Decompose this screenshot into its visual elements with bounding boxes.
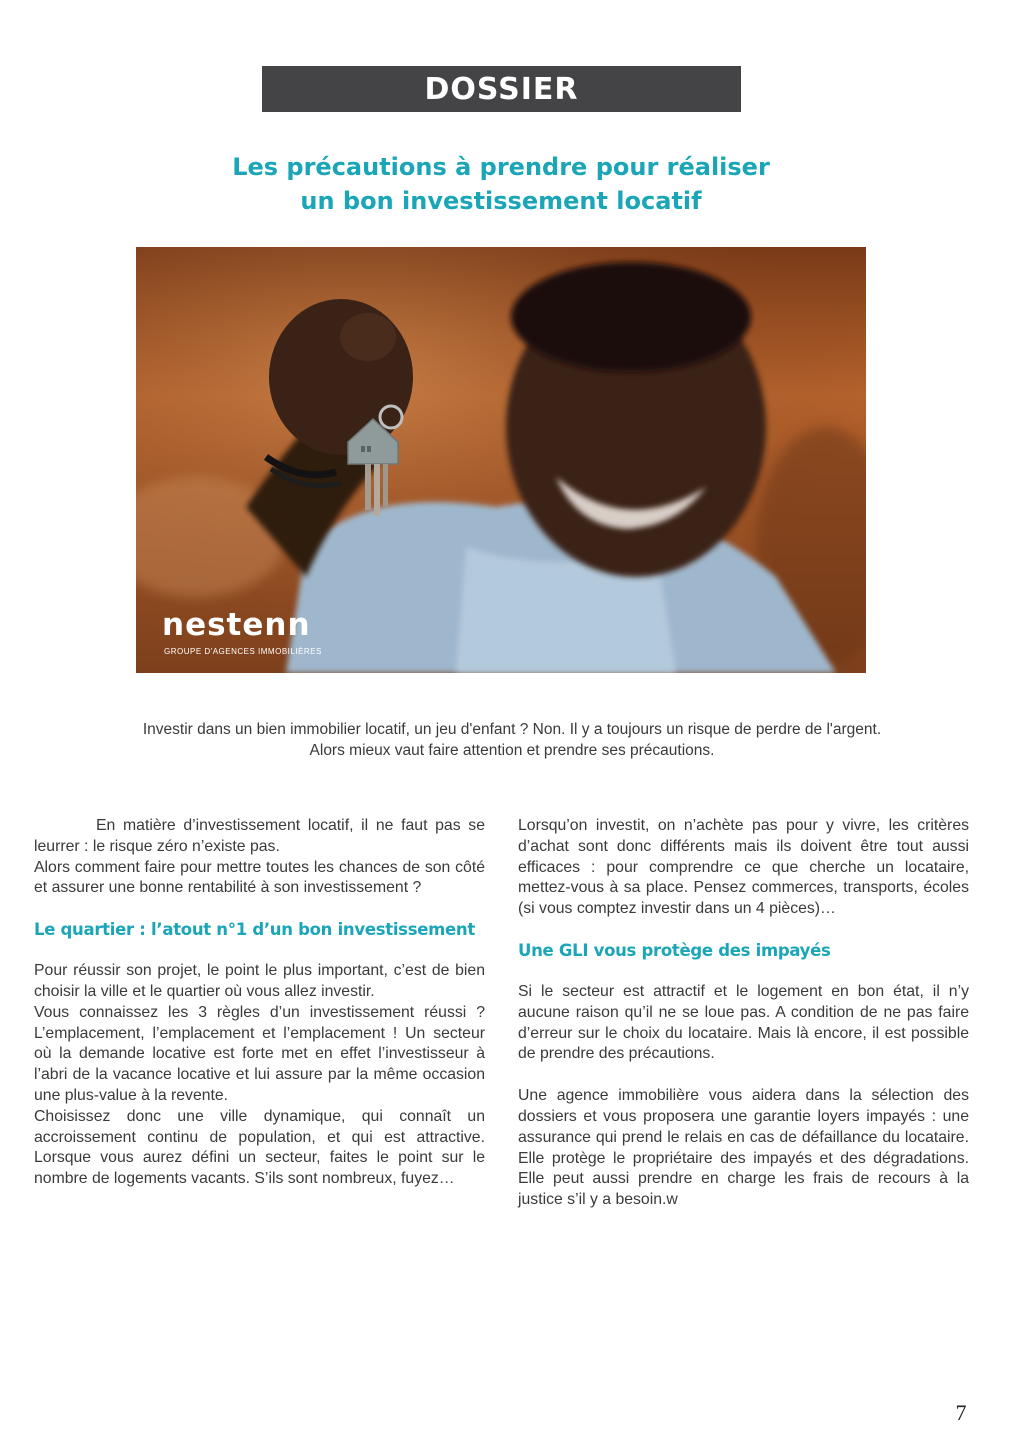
- article-intro: [40, 719, 984, 761]
- intro-line-1: Investir dans un bien immobilier locatif, un jeu d'enfant ? Non. Il y a toujours un risque de perdre de l'argent.: [142, 721, 882, 738]
- right-paragraph-2: Si le secteur est attractif et le logement en bon état, il n’y aucune raison qu’il ne se loue pas. A condition de ne pas faire d’erreur sur le choix du locataire. Mais là encore, il est possible de prendre des précautions.: [518, 982, 969, 1063]
- left-paragraph-2: Alors comment faire pour mettre toutes les chances de son côté et assurer une bonne rentabilité à son investissement ?: [34, 858, 485, 897]
- nestenn-logo: nestenn: [162, 607, 311, 643]
- right-column: [518, 816, 969, 1211]
- article-photo: [136, 247, 866, 673]
- section-banner: [262, 66, 741, 112]
- left-paragraph-5: Choisissez donc une ville dynamique, qui connaît un accroissement continu de population, et qui est attractive. Lorsque vous aurez défini un secteur, faites le point sur le nombre de logements vacants. S’ils sont nombreux, fuyez…: [34, 1107, 485, 1188]
- right-paragraph-3: Une agence immobilière vous aidera dans la sélection des dossiers et vous proposera une garantie loyers impayés : une assurance qui prend le relais en cas de défaillance du locataire. Elle protège le propriétaire des impayés et des dégradations. Elle peut aussi prendre en charge les frais de recours à la justice s’il y a besoin.w: [518, 1087, 969, 1209]
- left-paragraph-1: En matière d’investissement locatif, il ne faut pas se leurrer : le risque zéro n’existe pas.: [34, 817, 485, 855]
- right-section-heading: Une GLI vous protège des impayés: [518, 940, 831, 960]
- left-column: [34, 816, 485, 1190]
- nestenn-logo-tagline: GROUPE D'AGENCES IMMOBILIÈRES: [164, 647, 322, 656]
- left-paragraph-4: Vous connaissez les 3 règles d’un investissement réussi ? L’emplacement, l’emplacement et l’emplacement ! Un secteur où la demande locative est forte met en effet l’investisseur à l’abri de la vacance locative et lui assure par la même occasion une plus-value à la revente.: [34, 1003, 485, 1104]
- article-title: [100, 150, 902, 218]
- intro-line-2: Alors mieux vaut faire attention et prendre ses précautions.: [309, 742, 715, 759]
- left-paragraph-3: Pour réussir son projet, le point le plus important, c’est de bien choisir la ville et le quartier où vous allez investir.: [34, 962, 485, 1000]
- title-line-1: Les précautions à prendre pour réaliser: [232, 153, 770, 181]
- right-paragraph-1: Lorsqu’on investit, on n’achète pas pour y vivre, les critères d’achat sont donc différents mais ils doivent être tout aussi efficaces : pour comprendre ce que cherche un locataire, mettez-vous à sa place. Pensez commerces, transports, écoles (si vous comptez investir dans un 4 pièces)…: [518, 817, 969, 918]
- left-section-heading: Le quartier : l’atout n°1 d’un bon investissement: [34, 920, 475, 940]
- section-label: DOSSIER: [424, 71, 579, 107]
- page-number: 7: [955, 1400, 967, 1425]
- title-line-2: un bon investissement locatif: [300, 187, 702, 215]
